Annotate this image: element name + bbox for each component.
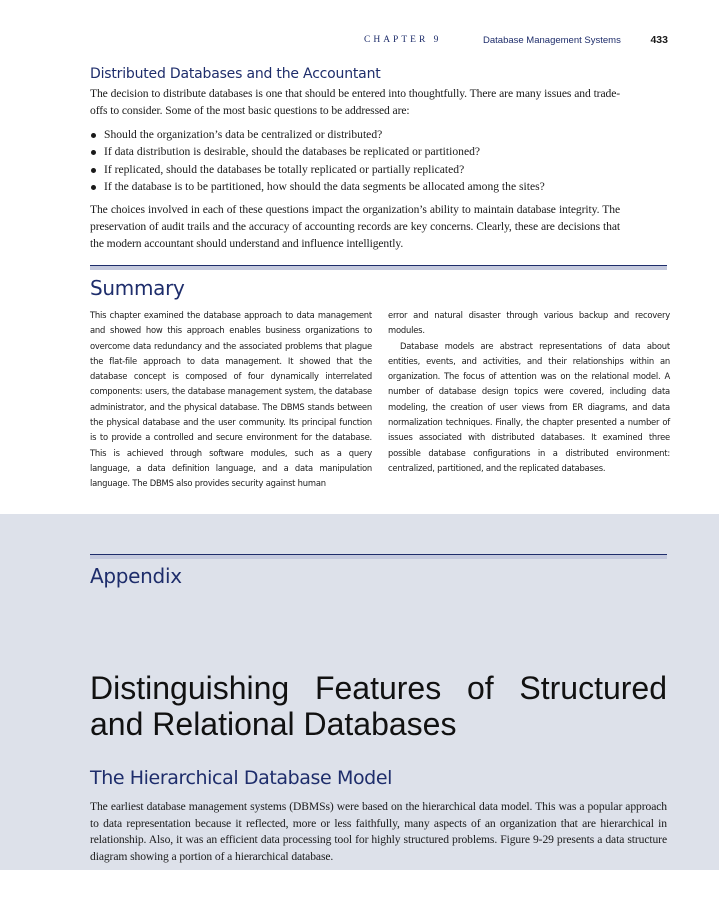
list-item bbox=[90, 178, 620, 195]
bullet-icon bbox=[91, 185, 96, 190]
list-item-text: If data distribution is desirable, should the databases be replicated or partitioned? bbox=[104, 145, 481, 159]
section-divider bbox=[90, 265, 667, 270]
appendix-title: Distinguishing Features of Structured and Relational Databases bbox=[90, 670, 667, 742]
hierarchical-model-heading: The Hierarchical Database Model bbox=[90, 767, 393, 789]
appendix-label: Appendix bbox=[90, 564, 182, 588]
list-item-text: If the database is to be partitioned, how should the data segments be allocated among the sites? bbox=[104, 179, 545, 193]
accountant-closing: The choices involved in each of these questions impact the organization’s ability to maintain database integrity. The preservation of audit trails and the accuracy of accounting records are key concerns. Clearly, these are decisions that the modern accountant should understand and influence intelligently. bbox=[90, 203, 620, 251]
summary-heading: Summary bbox=[90, 276, 185, 300]
list-item bbox=[90, 126, 620, 143]
page-number: 433 bbox=[650, 34, 668, 46]
summary-right-column bbox=[388, 308, 670, 476]
bullet-icon bbox=[91, 150, 96, 155]
list-item bbox=[90, 143, 620, 160]
running-header bbox=[90, 34, 668, 50]
accountant-intro: The decision to distribute databases is one that should be entered into thoughtfully. There are many issues and trade-offs to consider. Some of the most basic questions to be addressed are: bbox=[90, 87, 620, 117]
question-list bbox=[90, 126, 620, 195]
list-item-text: If replicated, should the databases be totally replicated or partially replicated? bbox=[104, 162, 465, 176]
accountant-section bbox=[90, 64, 620, 252]
appendix-divider bbox=[90, 554, 667, 559]
summary-paragraph-1-continued: error and natural disaster through various backup and recovery modules. bbox=[388, 310, 670, 336]
section-heading-accountant: Distributed Databases and the Accountant bbox=[90, 66, 381, 82]
list-item-text: Should the organization’s data be centralized or distributed? bbox=[104, 128, 383, 141]
summary-paragraph-2: Database models are abstract representations of data about entities, events, and activities, and their relationships within an organization. The focus of attention was on the relational model. A number of database design topics were covered, including data modeling, the creation of user views from ER diagrams, and data normalization techniques. Finally, the chapter presented a number of issues associated with distributed databases. It examined three possible database configurations in a distributed environment: centralized, partitioned, and the replicated databases. bbox=[388, 340, 670, 473]
summary-left-column bbox=[90, 308, 372, 492]
bullet-icon bbox=[91, 168, 96, 173]
bullet-icon bbox=[91, 133, 96, 138]
summary-paragraph-1: This chapter examined the database approach to data management and showed how this approach enables business organizations to overcome data redundancy and the associated problems that plague the flat-file approach to data management. It showed that the database concept is composed of four dynamically interrelated components: users, the database management system, the database administrator, and the physical database. The DBMS stands between the physical database and the user community. Its principal function is to provide a controlled and secure environment for the database. This is achieved through software modules, such as a query language, a data definition language, and a data manipulation language. The DBMS also provides security against human bbox=[90, 310, 372, 489]
hierarchical-model-paragraph: The earliest database management systems (DBMSs) were based on the hierarchical data model. This was a popular approach to data representation because it reflected, more or less faithfully, many aspects of an organization that are hierarchical in relationship. Also, it was an efficient data processing tool for highly structured problems. Figure 9-29 presents a data structure diagram showing a portion of a hierarchical database. bbox=[90, 800, 667, 863]
chapter-title: Database Management Systems bbox=[483, 35, 621, 46]
list-item bbox=[90, 161, 620, 178]
chapter-label: CHAPTER 9 bbox=[364, 35, 442, 45]
